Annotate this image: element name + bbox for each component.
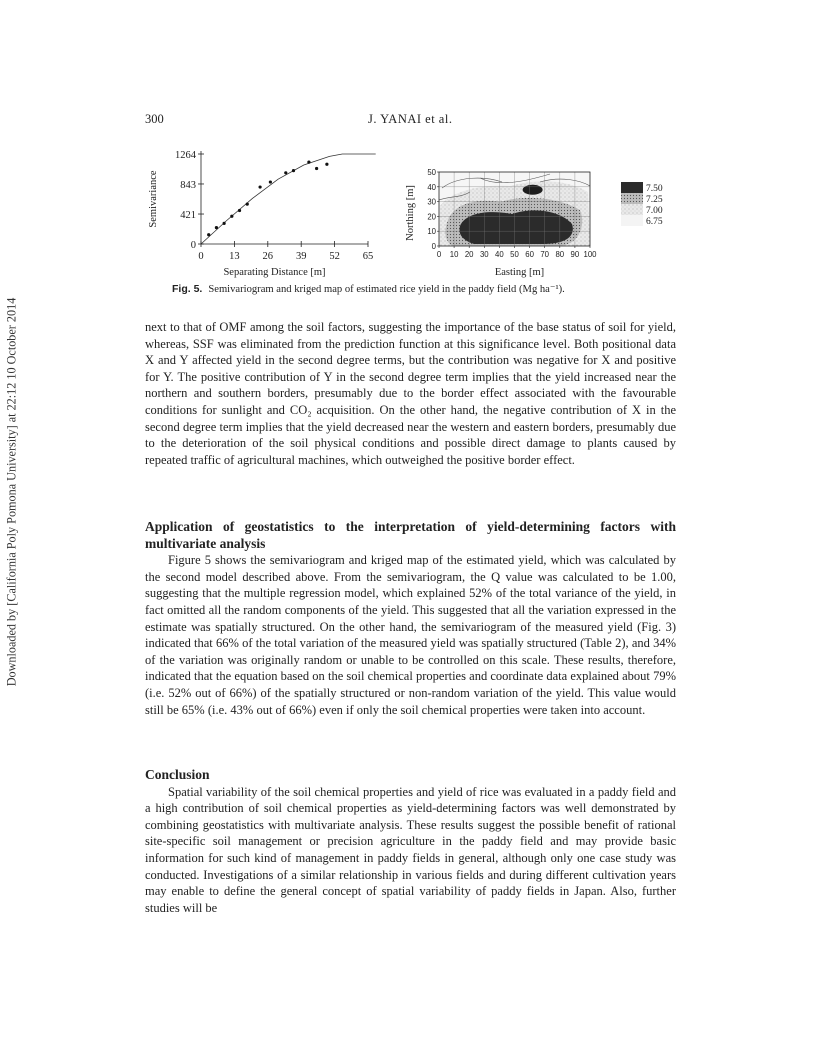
data-point (258, 185, 261, 188)
y-tick-label: 1264 (175, 150, 196, 161)
x-tick-label: 40 (495, 250, 504, 259)
x-tick-label: 0 (198, 251, 204, 262)
x-tick-label: 100 (583, 250, 597, 259)
data-point (246, 203, 249, 206)
legend-swatch (621, 193, 643, 204)
data-point (215, 226, 218, 229)
y-tick-label: 0 (431, 242, 436, 251)
x-tick-label: 10 (449, 250, 459, 259)
paragraph: next to that of OMF among the soil factors, suggesting the importance of the base status of soil for yield, whereas, SSF was eliminated from the prediction function at this significance level. Both positional data X and Y affected yield in the second degree terms, but the contribution was negative for X and positive for Y. The positive contribution of Y in the second degree term implies that the yield increased near the northern and southern borders, presumably due to the border effect associated with the favourable conditions for sunlight and CO₂ acquisition. On the other hand, the negative contribution of X in the second degree term implies that the yield decreased near the western and eastern borders, presumably due to the deterioration of the soil physical conditions and possible direct damage to plants caused by repeated traffic of agricultural machines, which outweighed the positive border effect. (145, 320, 676, 467)
x-tick-label: 52 (329, 251, 340, 262)
x-tick-label: 90 (570, 250, 580, 259)
legend-swatch (621, 204, 643, 215)
legend-label: 6.75 (646, 217, 663, 227)
section-application (145, 519, 676, 718)
y-tick-label: 30 (427, 197, 436, 207)
section-conclusion (145, 767, 676, 916)
y-tick-label: 421 (180, 210, 196, 222)
page-number: 300 (145, 112, 164, 126)
x-tick-label: 26 (262, 251, 274, 262)
x-tick-label: 70 (540, 250, 550, 259)
x-tick-label: 30 (479, 250, 489, 259)
zone-7-50 (460, 210, 573, 244)
data-point (207, 233, 210, 236)
paragraph: Figure 5 shows the semivariogram and kriged map of the estimated yield, which was calculated by the second model described above. From the semivariogram, the Q value was calculated to be 1.00, suggesting that the multiple regression model, which explained 52% of the total variance of the yield, in fact omitted all the random components of the yield. This suggested that all the variation expressed in the estimate was spatially structured. On the other hand, the semivariogram of the measured yield (Fig. 3) indicated that 66% of the total variation of the measured yield was spatially structured (Table 2), and 34% of the variation was originally random or unable to be controlled on this scale. These results, therefore, indicated that the equation based on the soil chemical properties and coordinate data explained about 79% (i.e. 52% out of 66%) of the spatially structured or non-random variation of the yield. This value would still be 65% (i.e. 43% out of 66%) even if only the soil chemical properties were taken into account. (145, 553, 676, 717)
legend-swatch (621, 215, 643, 226)
x-tick-label: 0 (436, 250, 442, 259)
zone-7-50-north (523, 185, 543, 195)
x-tick-label: 50 (510, 250, 519, 259)
x-tick-label: 39 (295, 251, 307, 262)
data-point (284, 171, 287, 174)
legend-swatch (621, 182, 643, 193)
figure-caption-text: Semivariogram and kriged map of estimated rice yield in the paddy field (Mg ha⁻¹). (208, 284, 565, 295)
data-point (292, 169, 295, 172)
x-axis-label: Separating Distance [m] (223, 267, 326, 278)
figure-caption (172, 283, 565, 295)
data-point (325, 163, 328, 166)
running-head: J. YANAI et al. (368, 112, 453, 126)
kriged-map (405, 168, 663, 278)
y-axis-label: Northing [m] (405, 185, 416, 241)
legend-label: 7.50 (646, 184, 663, 194)
y-tick-label: 843 (180, 179, 196, 191)
download-note (2, 297, 22, 687)
legend-label: 7.25 (646, 195, 663, 205)
y-tick-label: 40 (427, 182, 436, 192)
section-heading: Conclusion (145, 767, 210, 782)
download-note-text: Downloaded by [California Poly Pomona University] at 22:12 10 October 2014 (4, 297, 19, 687)
legend-label: 7.00 (646, 206, 663, 216)
data-point (307, 161, 310, 164)
data-point (223, 222, 226, 225)
x-tick-label: 13 (229, 251, 240, 262)
data-point (238, 209, 241, 212)
x-tick-label: 60 (525, 250, 534, 259)
semivariogram-chart (148, 150, 376, 278)
paragraph-1-block (145, 319, 676, 468)
figure-5 (140, 140, 680, 280)
section-heading: Application of geostatistics to the interpretation of yield-determining factors with multivariate analysis (145, 519, 676, 551)
y-tick-label: 0 (190, 240, 196, 251)
data-point (269, 180, 272, 183)
x-tick-label: 80 (555, 250, 565, 259)
x-tick-label: 20 (464, 250, 474, 259)
x-tick-label: 65 (362, 251, 374, 262)
y-tick-label: 20 (427, 212, 436, 222)
data-point (230, 215, 233, 218)
y-tick-label: 10 (427, 227, 436, 237)
paragraph: Spatial variability of the soil chemical properties and yield of rice was evaluated in a paddy field and a high contribution of soil chemical properties as yield-determining factors was well demonstrated by combining geostatistics with multivariate analysis. These results suggest the possible benefit of rational site-specific soil management or precision agriculture in the paddy field and may provide basic information for such kind of management in paddy fields in general, although only one case study was conducted. Investigations of a similar relationship in various fields and during different cultivation years may enable to define the general concept of spatial variability of paddy fields in Japan. Also, further studies will be (145, 784, 676, 915)
model-curve (201, 154, 376, 244)
figure-caption-label: Fig. 5. (172, 283, 203, 295)
y-axis-label: Semivariance (148, 170, 159, 228)
data-point (315, 167, 318, 170)
y-tick-label: 50 (427, 168, 436, 177)
x-axis-label: Easting [m] (494, 267, 545, 278)
